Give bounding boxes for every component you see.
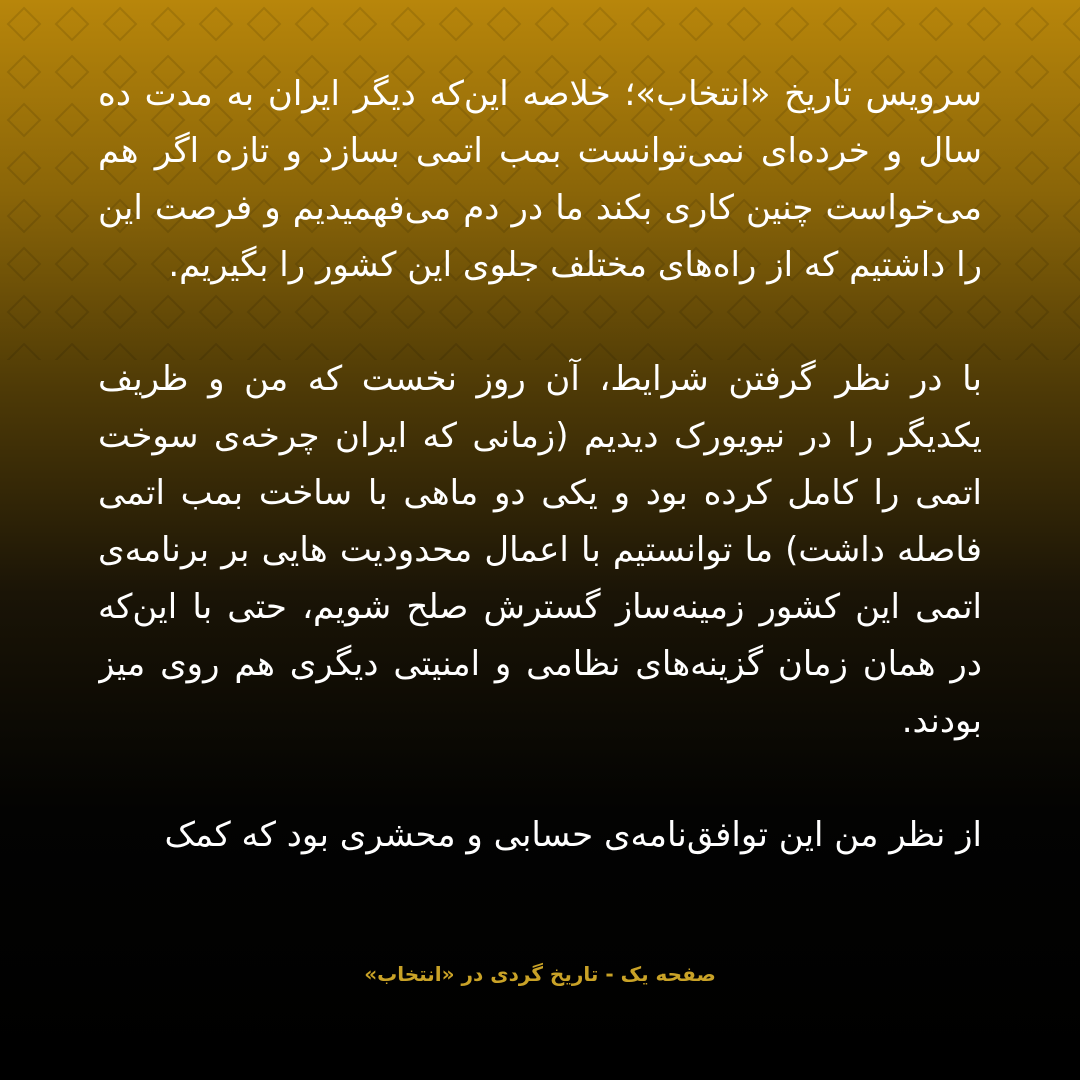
paragraph-3: از نظر من این توافق‌نامه‌ی حسابی و محشری بود که کمک [164,815,982,855]
post-body [98,66,982,916]
page-footer: صفحه یک - تاریخ گردی در «انتخاب» [364,962,716,986]
paragraph-1: سرویس تاریخ «انتخاب»؛ خلاصه این‌که دیگر ایران به مدت ده سال و خرده‌ای نمی‌توانست بمب اتمی بسازد و تازه اگر هم می‌خواست چنین کاری بکند ما در دم می‌فهمیدیم و فرصت این را داشتیم که از راه‌های مختلف جلوی این کشور را بگیریم. [98,74,982,285]
paragraph-2: با در نظر گرفتن شرایط، آن روز نخست که من و ظریف یکدیگر را در نیویورک دیدیم (زمانی که ایران چرخه‌ی سوخت اتمی را کامل کرده بود و یکی دو ماهی با ساخت بمب اتمی فاصله داشت) ما توانستیم با اعمال محدودیت هایی بر برنامه‌ی اتمی این کشور زمینه‌ساز گسترش صلح شویم، حتی با این‌که در همان زمان گزینه‌های نظامی و امنیتی دیگری هم روی میز بودند. [98,359,982,741]
paragraph-gap [98,294,982,351]
paragraph-gap [98,750,982,807]
